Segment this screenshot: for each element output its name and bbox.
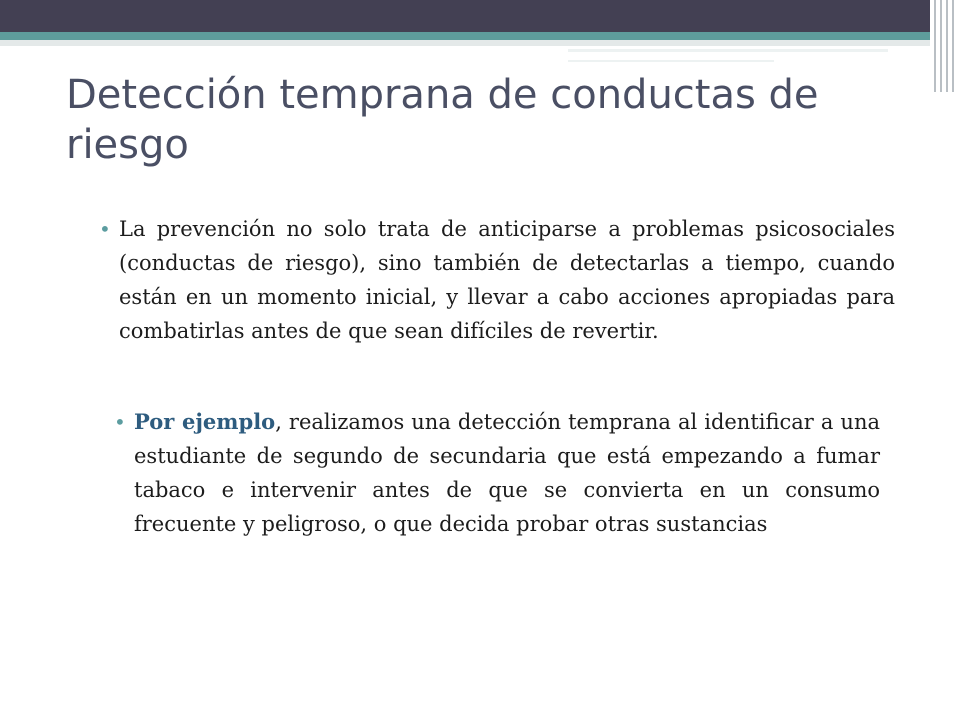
header-dark-bar	[0, 0, 960, 32]
bullet-list-primary	[99, 212, 895, 348]
bullet-lead-emphasis: Por ejemplo	[134, 409, 276, 434]
header-teal-band	[0, 32, 960, 40]
bullet-icon: •	[99, 217, 111, 241]
corner-decoration	[930, 0, 960, 92]
slide-title: Detección temprana de conductas de riesgo	[66, 72, 819, 168]
bullet-item	[99, 212, 895, 348]
header-accent-line-short	[568, 60, 774, 62]
bullet-text: , realizamos una detección temprana al identificar a una estudiante de segundo de secundaria que está empezando a fumar tabaco e intervenir antes de que se convierta en un consumo frecuente y peligroso, o que decida probar otras sustancias	[134, 410, 880, 536]
header-accent-line	[568, 49, 888, 52]
bullet-list-example	[114, 405, 880, 541]
bullet-icon: •	[114, 410, 126, 434]
bullet-item	[114, 405, 880, 541]
header-light-band	[0, 40, 930, 46]
bullet-text: La prevención no solo trata de anticiparse a problemas psicosociales (conductas de riesgo), sino también de detectarlas a tiempo, cuando están en un momento inicial, y llevar a cabo acciones apropiadas para combatirlas antes de que sean difíciles de revertir.	[119, 217, 895, 343]
